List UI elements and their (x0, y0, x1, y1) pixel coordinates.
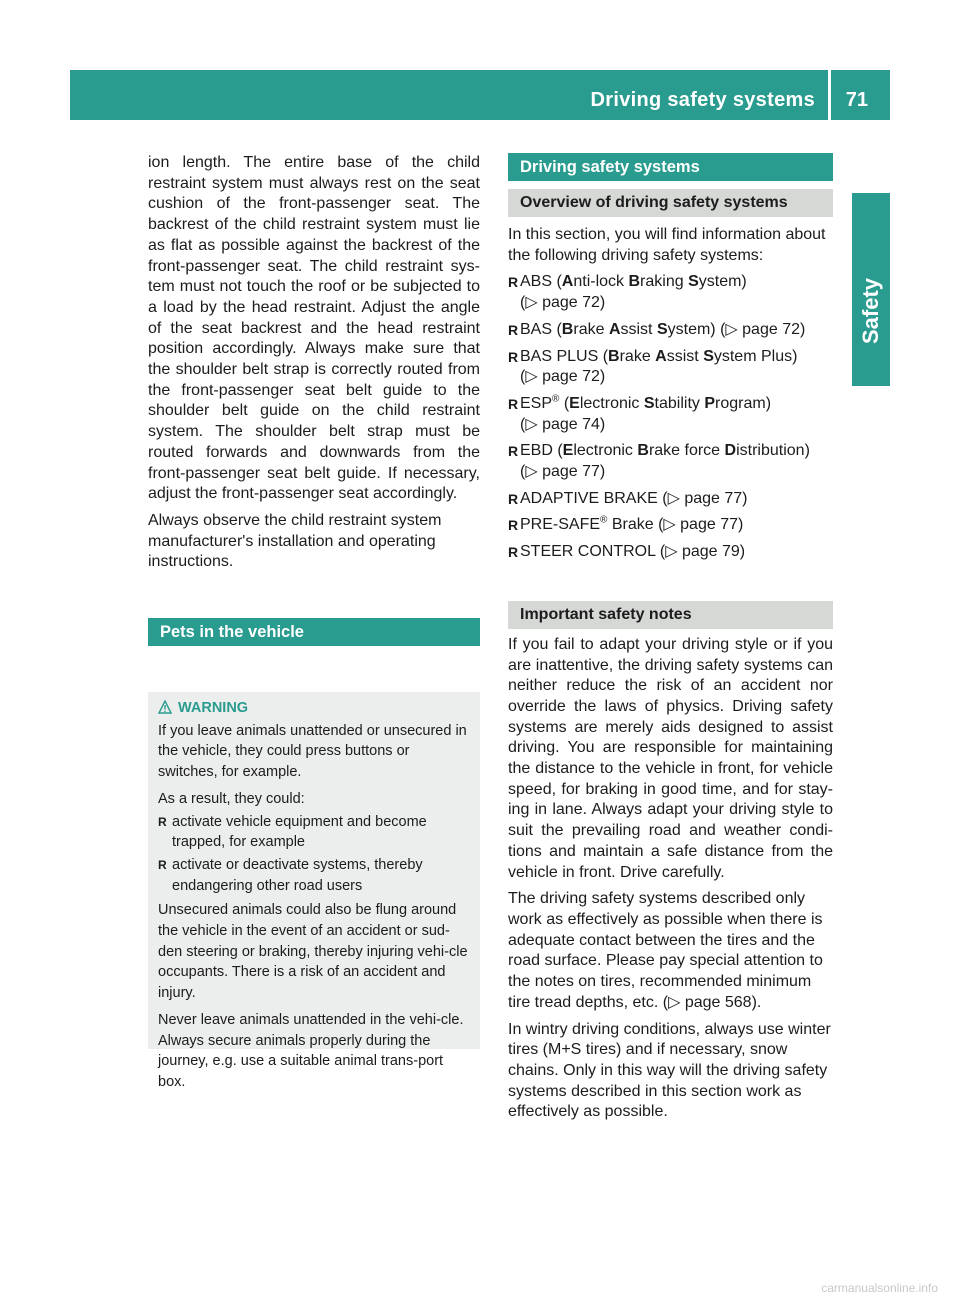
paragraph: Always observe the child restraint system manufacturer's installation and operating instructions. (148, 511, 442, 571)
right-column (508, 153, 833, 1123)
list-item: R activate or deactivate systems, thereby endangering other road users (158, 855, 472, 896)
list-item: R BAS PLUS (Brake Assist System Plus) (▷ page 72) (508, 347, 833, 388)
paragraph: If you fail to adapt your driving style or if you are inattentive, the driving safety systems can neither reduce the risk of an accident nor override the laws of physics. Driving safety systems are merely aids designed to assist driving. You are responsible for maintaining the distance to the vehicle in front, for vehicle speed, for braking in good time, and for stay-ing in lane. Always adapt your driving style to suit the prevailing road and weather condi-tions and maintain a safe distance from the vehicle in front. Drive carefully. (508, 635, 833, 881)
paragraph: ion length. The entire base of the child restraint system must always rest on the seat cushion of the front-passenger seat. The backrest of the child restraint system must lie as flat as possible against the backrest of the front-passenger seat. The child restraint sys-tem must not touch the roof or be subjected to a load by the head restraint. Adjust the angle of the seat backrest and the head restraint position accordingly. Always make sure that the shoulder belt strap is correctly routed from the front-passenger seat belt guide to the shoulder belt guide on the child restraint system. The shoulder belt strap must be routed forwards and downwards from the front-passenger seat belt guide. If necessary, adjust the front-passenger seat accordingly. (148, 154, 480, 503)
page-reference: (▷ page 74) (520, 415, 606, 433)
list-item: R ABS (Anti-lock Braking System) (▷ page 72) (508, 272, 833, 313)
list-item: R ADAPTIVE BRAKE (▷ page 77) (508, 489, 833, 510)
systems-list (508, 272, 833, 562)
list-item: R EBD (Electronic Brake force Distribution) (▷ page 77) (508, 441, 833, 482)
section-heading-driving-safety: Driving safety systems (508, 153, 833, 181)
list-item: R activate vehicle equipment and become trapped, for example (158, 812, 472, 853)
header-title: Driving safety systems (590, 89, 815, 111)
page-reference: (▷ page 72) (520, 294, 606, 312)
left-column (148, 153, 480, 646)
paragraph: In this section, you will find information about the following driving safety systems: (508, 226, 826, 264)
subheading-important-notes: Important safety notes (508, 601, 833, 629)
warning-box (148, 692, 480, 1090)
header-bar (70, 70, 890, 120)
list-item: R PRE-SAFE® Brake (▷ page 77) (508, 515, 833, 536)
warning-text: Unsecured animals could also be flung around the vehicle in the event of an accident or sud-den steering or braking, thereby injuring vehi-cle occupants. There is a risk of an accident and injury. (158, 902, 468, 1002)
subheading-overview: Overview of driving safety systems (508, 189, 833, 217)
page-reference: (▷ page 77) (520, 463, 606, 481)
warning-heading (158, 698, 472, 719)
section-heading-pets: Pets in the vehicle (148, 618, 480, 646)
page-number: 71 (845, 89, 868, 111)
warning-list (158, 812, 472, 897)
list-item: R ESP® (Electronic Stability Program) (▷ page 74) (508, 394, 833, 435)
paragraph: The driving safety systems described only work as effectively as possible when there is adequate contact between the tires and the road surface. Please pay special attention to the notes on tires, recommended minimum tire tread depths, etc. (▷ page 568). (508, 890, 823, 1011)
warning-label: WARNING (178, 700, 249, 716)
watermark: carmanualsonline.info (821, 1281, 938, 1295)
warning-text: Never leave animals unattended in the vehi-cle. Always secure animals properly during the journey, e.g. use a suitable animal trans-port box. (158, 1011, 464, 1090)
warning-triangle-icon (158, 700, 172, 714)
warning-text: If you leave animals unattended or unsecured in the vehicle, they could press buttons or switches, for example. (158, 722, 467, 781)
header-divider (828, 70, 831, 120)
side-tab-label: Safety (858, 277, 883, 345)
paragraph: In wintry driving conditions, always use winter tires (M+S tires) and if necessary, snow chains. Only in this way will the driving safety systems described in this section work as effectively as possible. (508, 1020, 831, 1121)
page-reference: (▷ page 72) (520, 368, 606, 386)
list-item: R STEER CONTROL (▷ page 79) (508, 542, 833, 563)
warning-text: As a result, they could: (158, 790, 305, 807)
side-tab (852, 193, 890, 386)
list-item: R BAS (Brake Assist System) (▷ page 72) (508, 320, 833, 341)
